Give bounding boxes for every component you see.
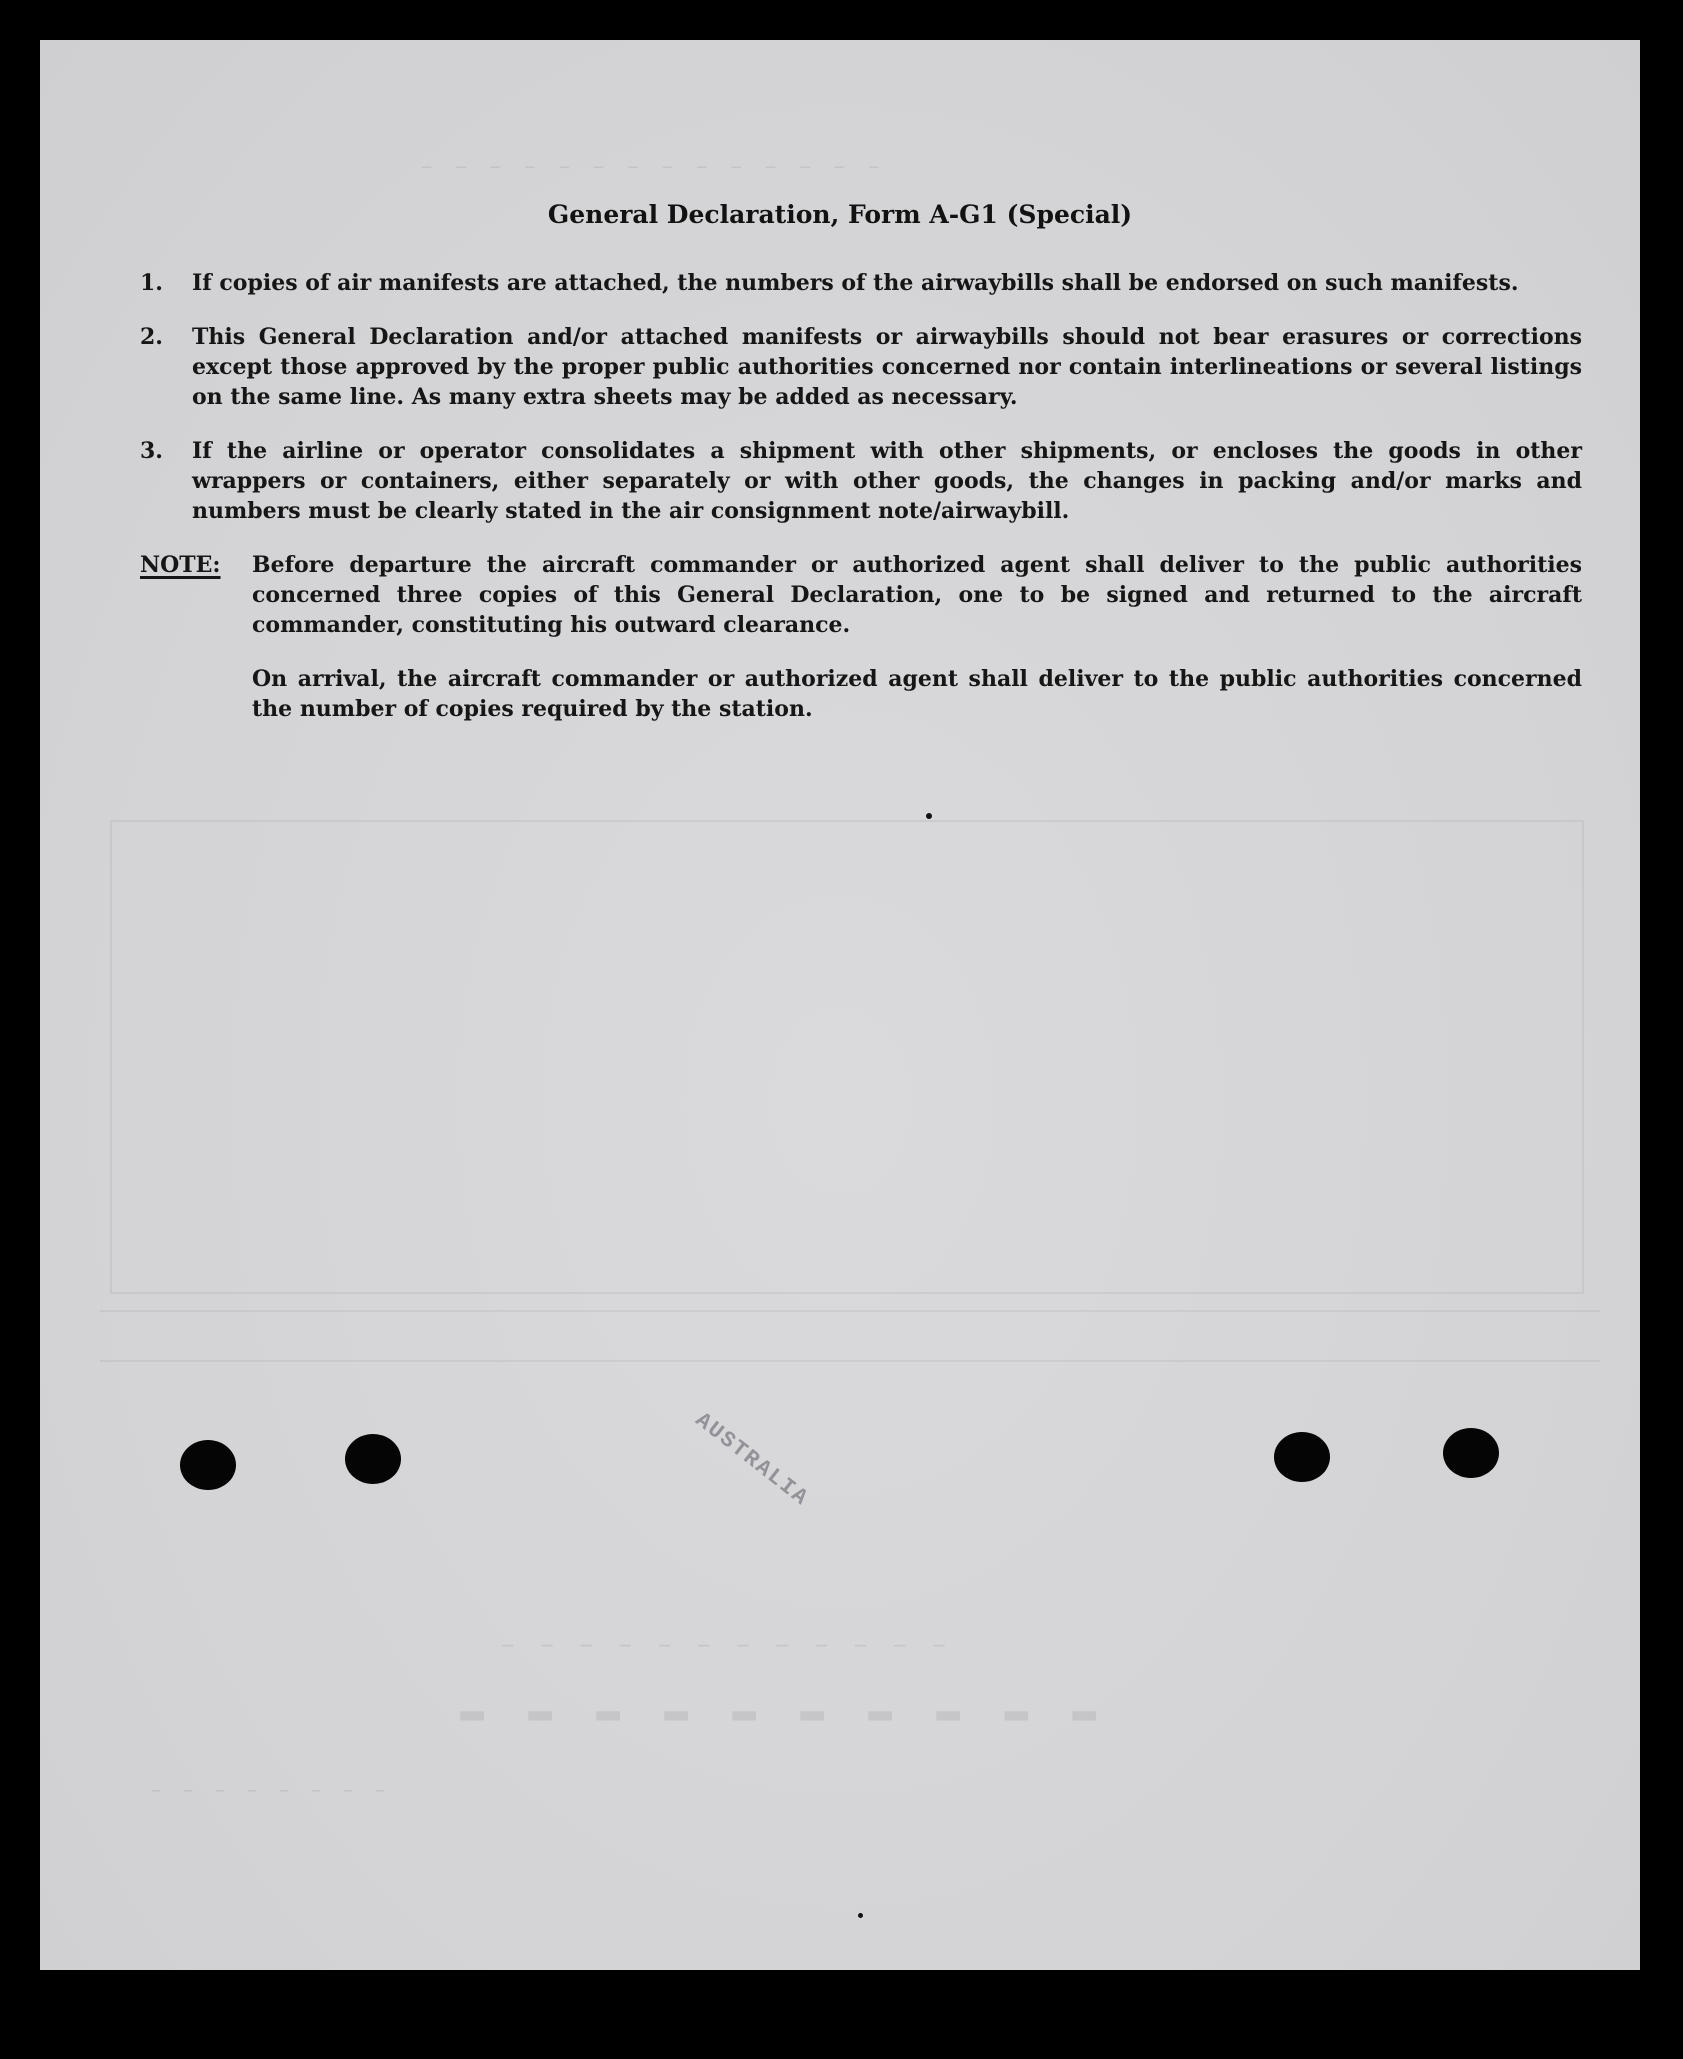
page-title: General Declaration, Form A-G1 (Special): [547, 200, 1133, 229]
instruction-text: If the airline or operator consolidates a shipment with other shipments, or encloses the goods in other wrappers or containers, either separately or with other goods, the changes in packing and/or marks and numbers must be clearly stated in the air consignment note/airwaybill.: [192, 438, 1582, 524]
note-block: [140, 550, 1582, 640]
bleed-through-text: ‒ ‒ ‒ ‒ ‒ ‒ ‒ ‒ ‒ ‒ ‒ ‒: [500, 1630, 951, 1660]
instruction-item: [140, 436, 1582, 526]
instruction-number: 2.: [140, 324, 163, 350]
document-page: [40, 40, 1640, 1970]
punch-hole: [180, 1440, 236, 1490]
bleed-through-rule: [100, 1310, 1600, 1312]
instruction-text: This General Declaration and/or attached manifests or airwaybills should not bear erasures or corrections except those approved by the proper public authorities concerned nor contain interlineations or several listings on the same line. As many extra sheets may be added as necessary.: [192, 324, 1582, 410]
speck-mark: [926, 813, 932, 819]
speck-mark: [858, 1913, 863, 1918]
punch-hole: [1274, 1432, 1330, 1482]
instruction-text: If copies of air manifests are attached, the numbers of the airwaybills shall be endorsed on such manifests.: [192, 270, 1519, 296]
bleed-through-rule: [100, 1360, 1600, 1362]
instruction-item: [140, 268, 1582, 298]
bleed-through-frame: [110, 820, 1584, 1294]
bleed-through-text: ‒ ‒ ‒ ‒ ‒ ‒ ‒ ‒ ‒ ‒ ‒ ‒ ‒ ‒: [420, 155, 885, 180]
note-paragraph: On arrival, the aircraft commander or authorized agent shall deliver to the public authorities concerned the number of copies required by the station.: [252, 666, 1582, 722]
bleed-through-text: ‒ ‒ ‒ ‒ ‒ ‒ ‒ ‒: [150, 1780, 391, 1803]
instruction-number: 3.: [140, 438, 163, 464]
bleed-through-text: ▬ ▬ ▬ ▬ ▬ ▬ ▬ ▬ ▬ ▬: [460, 1690, 1107, 1735]
declaration-instructions: [140, 268, 1582, 724]
punch-hole: [345, 1434, 401, 1484]
punch-hole: [1443, 1428, 1499, 1478]
instruction-item: [140, 322, 1582, 412]
customs-stamp: AUSTRALIA: [690, 1407, 814, 1512]
note-paragraph: Before departure the aircraft commander or authorized agent shall deliver to the public authorities concerned three copies of this General Declaration, one to be signed and returned to the aircraft commander, constituting his outward clearance.: [252, 552, 1582, 638]
instruction-number: 1.: [140, 270, 163, 296]
note-label: NOTE:: [140, 552, 221, 578]
